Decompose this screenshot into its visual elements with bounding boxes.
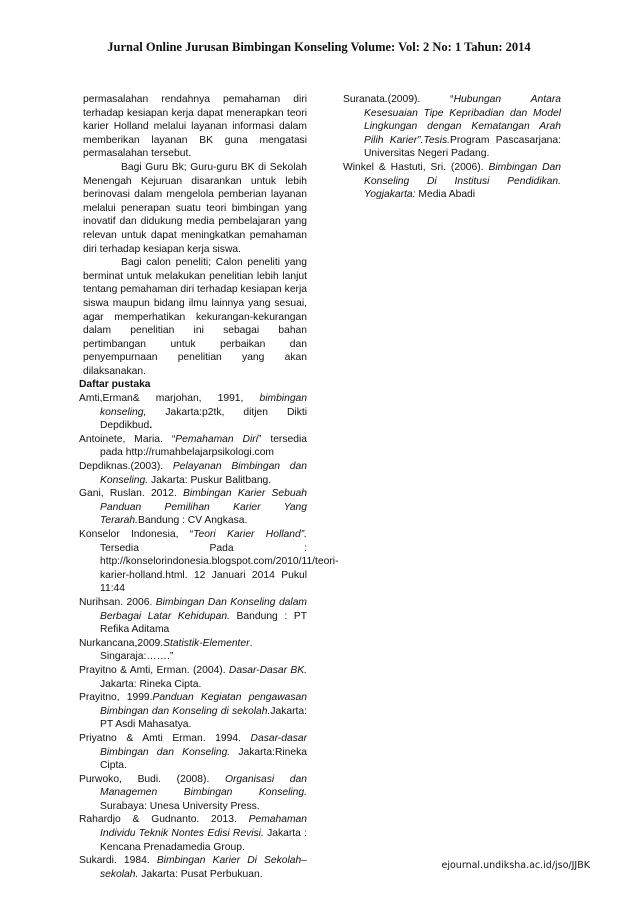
reference-entry: Priyatno & Amti Erman. 1994. Dasar-dasar Bimbingan dan Konseling. Jakarta:Rineka Cipta. <box>79 732 307 772</box>
conclusion-paragraph: permasalahan rendahnya pemahaman diri terhadap kesiapan kerja dapat menerapkan teori karier Holland melalui layanan informasi dalam memberikan layanan BK guna mengatasi permasalahan tersebut. <box>83 94 307 160</box>
recommendation-researchers: Bagi calon peneliti; Calon peneliti yang berminat untuk melakukan penelitian lebih lanjut tentang pemahaman diri terhadap kesiapan kerja siswa maupun bidang ilmu lainnya yang sesuai, agar memperhatikan kekurangan-kekurangan dalam penelitian ini sebagai bahan pertimbangan untuk perbaikan dan penyempurnaan penelitian yang akan dilaksanakan. <box>83 257 307 377</box>
reference-entry: Prayitno & Amti, Erman. (2004). Dasar-Dasar BK. Jakarta: Rineka Cipta. <box>79 664 307 690</box>
right-column <box>343 93 561 202</box>
journal-url: ejournal.undiksha.ac.id/jso/JJBK <box>441 860 590 871</box>
reference-entry: Sukardi. 1984. Bimbingan Karier Di Sekolah–sekolah. Jakarta: Pusat Perbukuan. <box>79 855 307 880</box>
reference-entry: Depdiknas.(2003). Pelayanan Bimbingan dan Konseling. Jakarta: Puskur Balitbang. <box>79 461 307 486</box>
reference-entry: Winkel & Hastuti, Sri. (2006). Bimbingan Dan Konseling Di Institusi Pendidikan. Yogjakarta: Media Abadi <box>343 161 562 201</box>
journal-header: Jurnal Online Jurusan Bimbingan Konseling Volume: Vol: 2 No: 1 Tahun: 2014 <box>107 40 531 54</box>
reference-entry: Suranata.(2009). “Hubungan Antara Kesesuaian Tipe Kepribadian dan Model Lingkungan dengan Kematangan Arah Pilih Karier”.Tesis.Program Pascasarjana: Universitas Negeri Padang. <box>343 94 561 160</box>
reference-entry: Nurkancana,2009.Statistik-Elementer. Singaraja:…….” <box>79 637 253 663</box>
references-heading: Daftar pustaka <box>79 379 151 391</box>
reference-entry: Purwoko, Budi. (2008). Organisasi dan Managemen Bimbingan Konseling. Surabaya: Unesa University Press. <box>79 773 307 812</box>
recommendation-teachers: Bagi Guru Bk; Guru-guru BK di Sekolah Menengah Kejuruan disarankan untuk lebih berinovasi dalam mengelola pemberian layanan melalui penerapan suatu teori bimbingan yang inovatif dan didukung media pembelajaran yang relevan untuk dapat meningkatkan pemahaman diri terhadap kesiapan kerja siswa. <box>83 161 307 255</box>
reference-entry: Antoinete, Maria. “Pemahaman Diri” tersedia pada http://rumahbelajarpsikologi.com <box>79 433 307 459</box>
reference-entry: Konselor Indonesia, “Teori Karier Holland”. Tersedia Pada : http://konselorindonesia.blogspot.com/2010/11/teori-karier-holland.html. 12 Januari 2014 Pukul 11:44 <box>79 529 339 595</box>
reference-entry: Gani, Ruslan. 2012. Bimbingan Karier Sebuah Panduan Pemilihan Karier Yang Terarah.Bandung : CV Angkasa. <box>79 488 308 527</box>
reference-entry: Rahardjo & Gudnanto. 2013. Pemahaman Individu Teknik Nontes Edisi Revisi. Jakarta : Kencana Prenadamedia Group. <box>79 814 307 853</box>
reference-entry: Amti,Erman& marjohan, 1991, bimbingan konseling, Jakarta:p2tk, ditjen Dikti Depdikbud. <box>79 393 307 432</box>
reference-entry: Prayitno, 1999.Panduan Kegiatan pengawasan Bimbingan dan Konseling di sekolah.Jakarta: PT Asdi Mahasatya. <box>79 692 308 731</box>
left-column <box>79 93 339 881</box>
reference-entry: Nurihsan. 2006. Bimbingan Dan Konseling dalam Berbagai Latar Kehidupan. Bandung : PT Refika Aditama <box>79 596 307 636</box>
